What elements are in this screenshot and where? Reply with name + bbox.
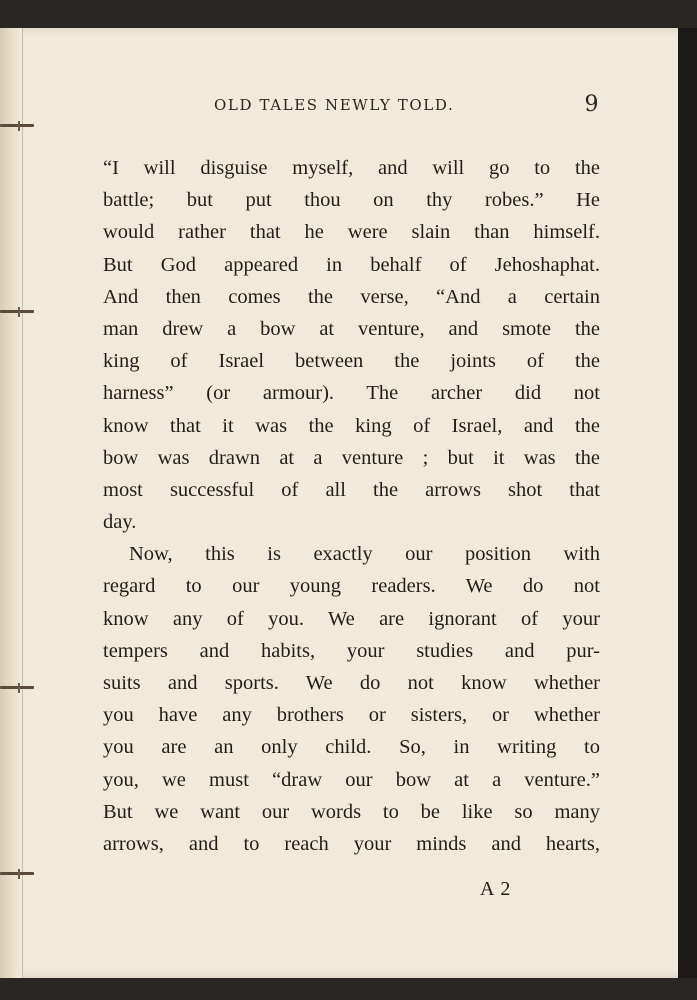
body-text (103, 152, 600, 860)
text-line: But we want our words to be like so many (103, 800, 600, 823)
text-line: would rather that he were slain than himself. (103, 221, 600, 244)
scan-background-edge (678, 28, 697, 978)
binding-stitch (0, 124, 34, 127)
text-line: Now, this is exactly our position with (129, 543, 600, 566)
text-line: harness” (or armour). The archer did not (103, 382, 600, 405)
page-number: 9 (584, 92, 600, 117)
text-line: bow was drawn at a venture ; but it was the (103, 446, 600, 469)
signature-mark: A 2 (480, 878, 512, 900)
text-line: And then comes the verse, “And a certain (103, 285, 600, 308)
text-line: king of Israel between the joints of the (103, 350, 600, 373)
text-line: you, we must “draw our bow at a venture.” (103, 768, 600, 791)
text-line: regard to our young readers. We do not (103, 575, 600, 598)
binding-gutter (0, 28, 23, 978)
binding-stitch (0, 310, 34, 313)
text-line: “I will disguise myself, and will go to the (103, 157, 600, 179)
text-line: man drew a bow at venture, and smote the (103, 317, 600, 340)
text-line: day. (103, 511, 137, 534)
running-title: OLD TALES NEWLY TOLD. (214, 96, 455, 114)
text-line: know that it was the king of Israel, and the (103, 414, 600, 437)
text-line: you are an only child. So, in writing to (103, 736, 600, 759)
text-line: know any of you. We are ignorant of your (103, 607, 600, 630)
text-line: But God appeared in behalf of Jehoshaphat. (103, 253, 600, 276)
text-line: most successful of all the arrows shot that (103, 478, 600, 501)
text-line: tempers and habits, your studies and pur- (103, 639, 600, 662)
running-header (214, 92, 604, 120)
binding-stitch (0, 686, 34, 689)
text-line: battle; but put thou on thy robes.” He (103, 189, 600, 212)
binding-stitch (0, 872, 34, 875)
text-line: suits and sports. We do not know whether (103, 672, 600, 694)
text-line: arrows, and to reach your minds and hearts, (103, 832, 600, 855)
text-line: you have any brothers or sisters, or whether (103, 704, 600, 727)
